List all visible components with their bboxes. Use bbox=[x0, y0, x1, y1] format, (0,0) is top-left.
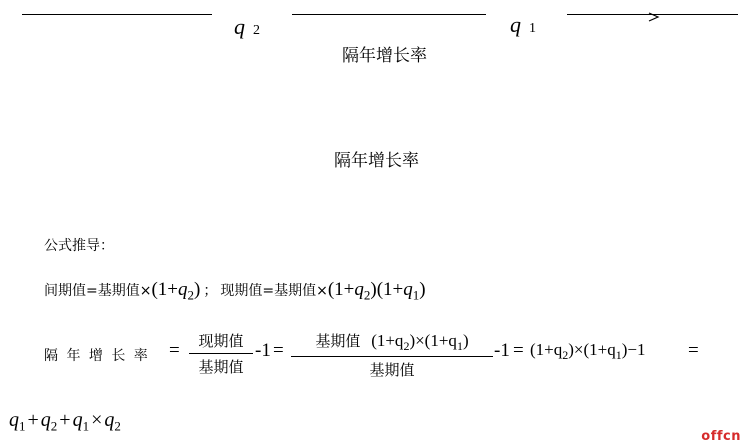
expanded-product-rhs: $(1+q_2)\times(1+q_1)-1$ bbox=[530, 340, 646, 363]
timeline-arrow-icon bbox=[648, 8, 660, 20]
derivation-line-1: 间期值=基期值×(1+q2) ； 现期值=基期值×(1+q2)(1+q1) bbox=[44, 279, 426, 303]
timeline-caption: 隔年增长率 bbox=[342, 46, 427, 66]
final-expression: $q_1 + q_2 + q_1 \times q_2$ bbox=[9, 409, 121, 434]
timeline-label-q2: q 2 bbox=[234, 14, 260, 39]
equals-sign-2: = bbox=[273, 340, 284, 361]
fraction-expanded: 基期值 $(1+q_2)\times(1+q_1)$ 基期值 bbox=[291, 330, 493, 380]
page-heading: 隔年增长率 bbox=[334, 151, 419, 171]
timeline-label-q1: q 1 bbox=[510, 12, 536, 37]
timeline-segment-middle bbox=[292, 14, 486, 15]
offcn-watermark-logo: offcn bbox=[701, 429, 741, 444]
equals-sign-1: = bbox=[169, 340, 180, 361]
prev-period-label: 间期值=基期值× bbox=[44, 283, 152, 299]
fraction-current-over-base: 现期值 基期值 bbox=[189, 330, 253, 377]
timeline-segment-left bbox=[22, 14, 212, 15]
minus-one-1: -1 bbox=[255, 340, 271, 361]
minus-one-2: -1 bbox=[494, 340, 510, 361]
equals-sign-3: = bbox=[513, 340, 524, 361]
derivation-title: 公式推导： bbox=[44, 238, 114, 254]
growth-rate-lhs: 隔 年 增 长 率 bbox=[44, 348, 150, 364]
equals-sign-4: = bbox=[688, 340, 699, 361]
curr-period-label: 现期值=基期值× bbox=[220, 283, 328, 299]
